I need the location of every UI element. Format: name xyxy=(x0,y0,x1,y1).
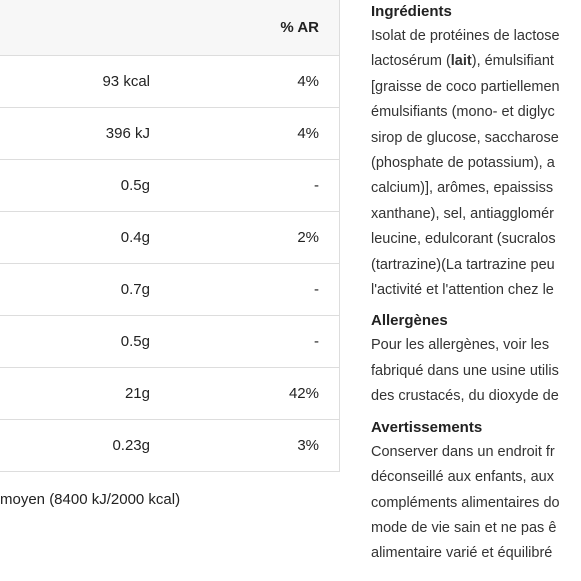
row-value: 396 kJ xyxy=(105,125,150,142)
row-ar: - xyxy=(150,264,340,316)
header-name-cell xyxy=(0,0,38,56)
warnings-text xyxy=(371,440,581,567)
ingredients-line: l'activité et l'attention chez le xyxy=(371,282,554,299)
header-ar-cell: % AR xyxy=(150,0,340,56)
warnings-line: compléments alimentaires do xyxy=(371,494,560,511)
warnings-title: Avertissements xyxy=(371,418,483,436)
row-ar: 4% xyxy=(150,56,340,108)
row-ar: 2% xyxy=(150,212,340,264)
table-row xyxy=(0,108,340,160)
ingredients-line: sirop de glucose, saccharose xyxy=(371,129,559,146)
table-row xyxy=(0,368,340,420)
allergen-milk: lait xyxy=(450,53,472,70)
warnings-line: mode de vie sain et ne pas ê xyxy=(371,519,557,536)
allergens-line: fabriqué dans une usine utilis xyxy=(371,362,559,379)
row-value: 0.7g xyxy=(120,281,150,298)
row-value: 93 kcal xyxy=(102,73,150,90)
header-value-cell xyxy=(38,0,150,56)
table-row xyxy=(0,316,340,368)
ingredients-line: xanthane), sel, antiagglomér xyxy=(371,205,554,222)
table-row xyxy=(0,56,340,108)
row-ar: - xyxy=(150,316,340,368)
row-value: 21g xyxy=(124,385,150,402)
row-ar: 4% xyxy=(150,108,340,160)
product-info-panel xyxy=(371,0,581,573)
warnings-line: déconseillé aux enfants, aux xyxy=(371,469,554,486)
ingredients-line: (tartrazine)(La tartrazine peu xyxy=(371,256,555,273)
ingredients-line: (phosphate de potassium), a xyxy=(371,155,555,172)
row-ar: 3% xyxy=(150,420,340,472)
row-ar: - xyxy=(150,160,340,212)
warnings-line: Conserver dans un endroit fr xyxy=(371,443,555,460)
ingredients-line: calcium)], arômes, epaississ xyxy=(371,180,554,197)
table-row xyxy=(0,212,340,264)
nutrition-table xyxy=(0,0,340,472)
row-value: 0.5g xyxy=(120,177,150,194)
ingredients-line: Isolat de protéines de lactose xyxy=(371,28,560,44)
row-value: 0.4g xyxy=(120,229,150,246)
ingredients-line: [graisse de coco partiellemen xyxy=(371,78,560,95)
ingredients-line: émulsifiants (mono- et diglyc xyxy=(371,104,555,121)
allergens-line: des crustacés, du dioxyde de xyxy=(371,388,559,405)
reference-intake-footnote: moyen (8400 kJ/2000 kcal) xyxy=(0,491,181,508)
ingredients-text xyxy=(371,24,581,303)
allergens-text xyxy=(371,333,581,409)
row-value: 0.5g xyxy=(120,333,150,350)
table-row xyxy=(0,264,340,316)
ingredients-line: leucine, edulcorant (sucralos xyxy=(371,231,556,248)
table-header-row xyxy=(0,0,340,56)
ingredients-line: lactosérum (lait), émulsifiant xyxy=(371,53,554,70)
ingredients-title: Ingrédients xyxy=(371,3,452,20)
allergens-title: Allergènes xyxy=(371,312,448,330)
table-row xyxy=(0,420,340,472)
allergens-line: Pour les allergènes, voir les xyxy=(371,337,550,354)
row-ar: 42% xyxy=(150,368,340,420)
row-value: 0.23g xyxy=(112,437,150,454)
table-row xyxy=(0,160,340,212)
warnings-line: alimentaire varié et équilibré xyxy=(371,545,553,562)
